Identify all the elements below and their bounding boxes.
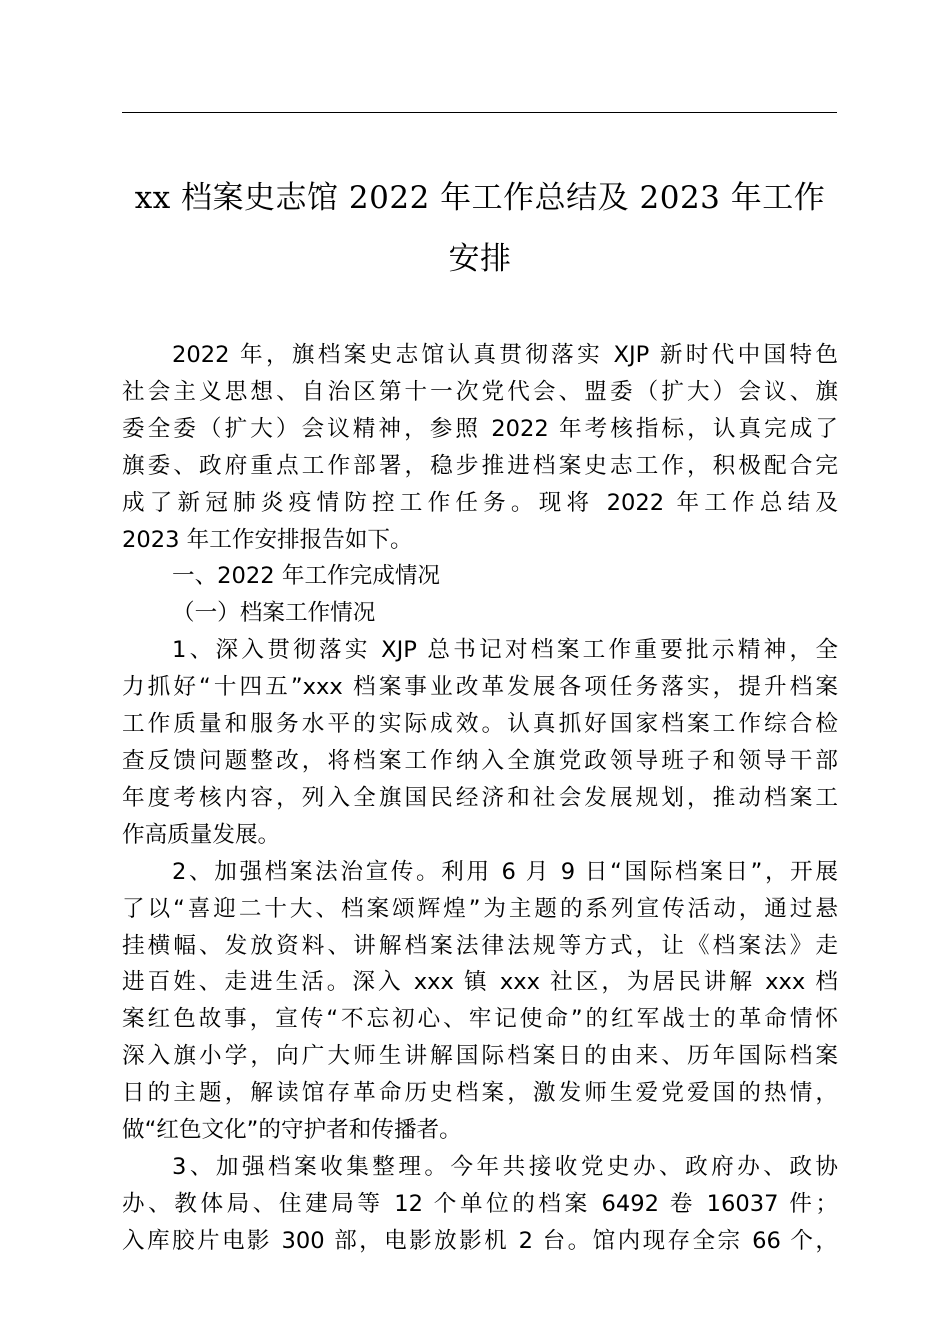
text-line: 了以“喜迎二十大、档案颂辉煌”为主题的系列宣传活动，通过悬 bbox=[122, 895, 838, 922]
text-line: 入库胶片电影 300 部，电影放影机 2 台。馆内现存全宗 66 个， bbox=[122, 1227, 838, 1254]
text-line: 旗委、政府重点工作部署，稳步推进档案史志工作，积极配合完 bbox=[122, 452, 838, 479]
text-line: 2023 年工作安排报告如下。 bbox=[122, 526, 413, 553]
text-line: 办、教体局、住建局等 12 个单位的档案 6492 卷 16037 件； bbox=[122, 1190, 838, 1217]
text-line: 3、加强档案收集整理。今年共接收党史办、政府办、政协 bbox=[172, 1153, 838, 1180]
text-line: 作高质量发展。 bbox=[122, 821, 281, 848]
text-line: 力抓好“十四五”xxx 档案事业改革发展各项任务落实，提升档案 bbox=[122, 674, 838, 701]
text-line: 进百姓、走进生活。深入 xxx 镇 xxx 社区，为居民讲解 xxx 档 bbox=[122, 969, 838, 996]
document-title bbox=[110, 168, 850, 290]
text-line: 挂横幅、发放资料、讲解档案法律法规等方式，让《档案法》走 bbox=[122, 932, 838, 959]
item-2-paragraph bbox=[122, 854, 838, 1149]
item-1-paragraph bbox=[122, 632, 838, 853]
text-line: 日的主题，解读馆存革命历史档案，激发师生爱党爱国的热情， bbox=[122, 1080, 838, 1107]
text-line: 社会主义思想、自治区第十一次党代会、盟委（扩大）会议、旗 bbox=[122, 378, 838, 405]
text-line: 1、深入贯彻落实 XJP 总书记对档案工作重要批示精神，全 bbox=[172, 637, 838, 664]
header-rule bbox=[122, 112, 837, 113]
title-line: xx 档案史志馆 2022 年工作总结及 2023 年工作 bbox=[134, 180, 826, 216]
text-line: （一）档案工作情况 bbox=[172, 600, 376, 627]
text-line: 2022 年，旗档案史志馆认真贯彻落实 XJP 新时代中国特色 bbox=[172, 342, 838, 368]
text-line: 深入旗小学，向广大师生讲解国际档案日的由来、历年国际档案 bbox=[122, 1043, 838, 1070]
section-heading bbox=[122, 558, 838, 595]
item-3-paragraph bbox=[122, 1149, 838, 1260]
text-line: 一、2022 年工作完成情况 bbox=[172, 563, 441, 590]
text-line: 案红色故事，宣传“不忘初心、牢记使命”的红军战士的革命情怀 bbox=[122, 1006, 838, 1033]
text-line: 委全委（扩大）会议精神，参照 2022 年考核指标，认真完成了 bbox=[122, 415, 838, 442]
intro-paragraph bbox=[122, 337, 838, 558]
subsection-heading bbox=[122, 595, 838, 632]
text-line: 工作质量和服务水平的实际成效。认真抓好国家档案工作综合检 bbox=[122, 711, 838, 738]
text-line: 2、加强档案法治宣传。利用 6 月 9 日“国际档案日”，开展 bbox=[172, 858, 838, 885]
title-line: 安排 bbox=[448, 241, 512, 277]
document-body bbox=[122, 337, 838, 1260]
text-line: 查反馈问题整改，将档案工作纳入全旗党政领导班子和领导干部 bbox=[122, 747, 838, 774]
text-line: 成了新冠肺炎疫情防控工作任务。现将 2022 年工作总结及 bbox=[122, 489, 838, 516]
text-line: 年度考核内容，列入全旗国民经济和社会发展规划，推动档案工 bbox=[122, 784, 838, 811]
text-line: 做“红色文化”的守护者和传播者。 bbox=[122, 1117, 462, 1144]
